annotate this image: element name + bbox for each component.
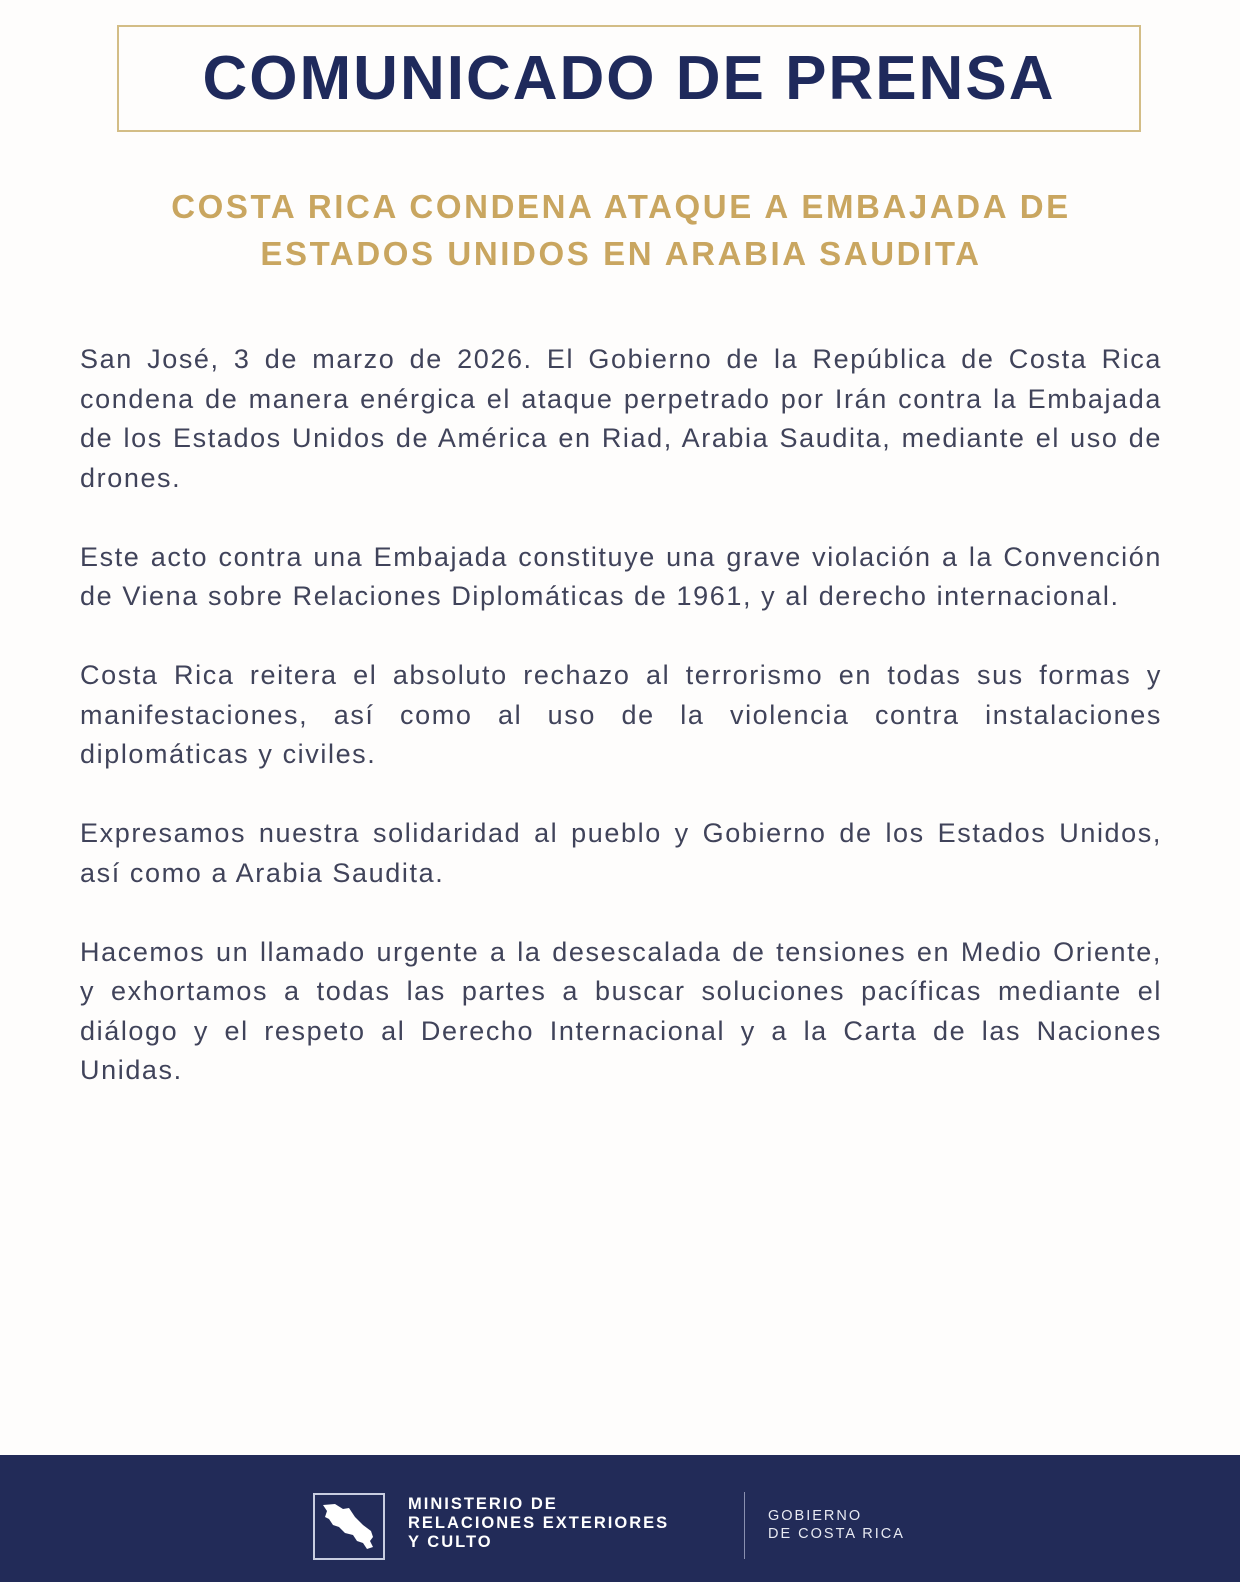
headline [80, 183, 1162, 277]
title-box [117, 25, 1141, 132]
costa-rica-map-icon [313, 1493, 385, 1560]
paragraph: Costa Rica reitera el absoluto rechazo al terrorismo en todas sus formas y manifestaciones, así como al uso de la violencia contra instalaciones diplomáticas y civiles. [80, 660, 1162, 769]
ministry-line: RELACIONES EXTERIORES [408, 1514, 670, 1532]
headline-line-2: ESTADOS UNIDOS EN ARABIA SAUDITA [260, 235, 982, 272]
ministry-name [408, 1495, 669, 1552]
footer-divider [744, 1492, 745, 1559]
paragraph: San José, 3 de marzo de 2026. El Gobierno de la República de Costa Rica condena de manera enérgica el ataque perpetrado por Irán contra la Embajada de los Estados Unidos de América en Riad, Arabia Saudita, mediante el uso de drones. [80, 344, 1162, 493]
page-title: COMUNICADO DE PRENSA [202, 44, 1056, 113]
paragraph: Hacemos un llamado urgente a la desescalada de tensiones en Medio Oriente, y exhortamos a todas las partes a buscar soluciones pacíficas mediante el diálogo y el respeto al Derecho Internacional y a la Carta de las Naciones Unidas. [80, 936, 1162, 1085]
paragraph: Este acto contra una Embajada constituye una grave violación a la Convención de Viena sobre Relaciones Diplomáticas de 1961, y al derecho internacional. [80, 541, 1162, 611]
ministry-line: MINISTERIO DE [408, 1495, 558, 1513]
government-name [768, 1507, 905, 1543]
footer [0, 1455, 1240, 1582]
press-body [80, 340, 1162, 1130]
gov-line: DE COSTA RICA [768, 1526, 905, 1542]
ministry-line: Y CULTO [408, 1533, 493, 1551]
paragraph: Expresamos nuestra solidaridad al pueblo y Gobierno de los Estados Unidos, así como a Arabia Saudita. [80, 818, 1162, 888]
headline-line-1: COSTA RICA CONDENA ATAQUE A EMBAJADA DE [171, 188, 1071, 225]
gov-line: GOBIERNO [768, 1508, 863, 1524]
